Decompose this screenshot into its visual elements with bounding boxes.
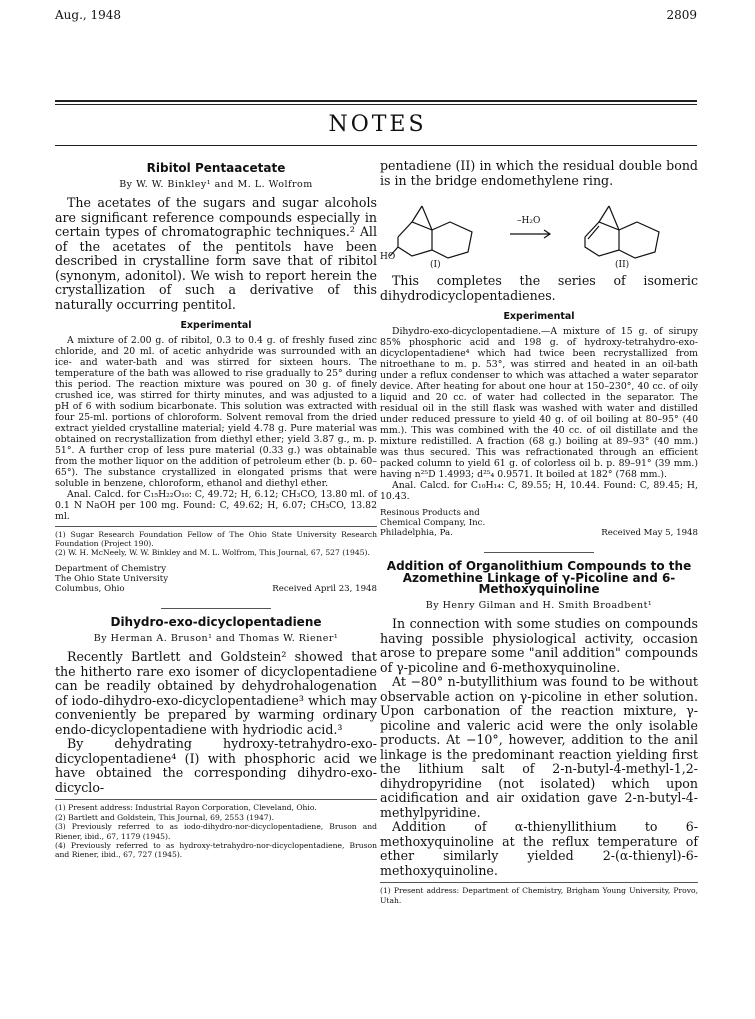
dcpd-received: Received May 5, 1948	[601, 527, 698, 538]
right-column	[380, 155, 698, 905]
compound-2-label: (II)	[615, 260, 630, 270]
dcpd-intro: Recently Bartlett and Goldstein² showed that the hitherto rare exo isomer of dicyclopentadiene can be readily obtained by dehydrohalogenation of iodo-dihydro-exo-dicyclopentadiene³ which may conveniently be prepared by warming ordinary endo-dicyclopentadiene with hydriodic acid.³	[55, 649, 377, 737]
dcpd-address	[380, 508, 698, 539]
dcpd-experimental-text: Dihydro-exo-dicyclopentadiene.—A mixture of 15 g. of sirupy 85% phosphoric acid and 198 g. of hydroxy-tetrahydro-exo-dicyclopentadiene⁴ which had twice been recrystallized from nitroethane to m. p. 53°, was stirred and heated in an oil-bath under a reflux condenser to which was attached a water separator device. After heating for about one hour at 150–230°, 40 cc. of oily liquid and 20 cc. of water had collected in the separator. The residual oil in the still flask was washed with water and distilled under reduced pressure to yield 40 g. of oil boiling at 80–95° (40 mm.). This was combined with the 40 cc. of oil distillate and the mixture redistilled. A fraction (68 g.) boiling at 89–93° (40 mm.) was thus secured. This was refractionated through an efficient packed column to yield 61 g. of colorless oil b. p. 89–91° (39 mm.) having n²⁵D 1.4993; d²⁵₄ 0.9571. It boiled at 182° (768 mm.).	[380, 325, 698, 480]
organolithium-byline: By Henry Gilman and H. Smith Broadbent¹	[425, 599, 653, 611]
ribitol-footnote-2: (2) W. H. McNeely, W. W. Binkley and M. L. Wolfrom, This Journal, 67, 527 (1945).	[55, 548, 370, 558]
top-rule	[55, 100, 697, 102]
section-title: NOTES	[328, 112, 427, 137]
ribitol-experimental-heading: Experimental	[180, 320, 252, 331]
reagent-label: –H₂O	[517, 216, 541, 226]
organolithium-para3: Addition of α-thienyllithium to 6-methoxyquinoline at the reflux temperature of ether similarly yielded 2-(α-thienyl)-6-methoxyquinoline.	[380, 819, 698, 878]
organolithium-title: Addition of Organolithium Compounds to the Azomethine Linkage of γ-Picoline and 6-Methoxyquinoline	[386, 559, 692, 597]
compound-1-label: (I)	[430, 260, 441, 270]
address-line: Resinous Products and	[380, 507, 480, 518]
ribitol-intro: The acetates of the sugars and sugar alcohols are significant reference compounds especially in certain types of chromatographic techniques.² All of the acetates of the pentitols have been described in crystalline form save that of ribitol (synonym, adonitol). We wish to report herein the crystallization of such a derivative of this naturally occurring pentitol.	[55, 195, 377, 312]
hydroxy-label: HO	[380, 252, 396, 262]
ribitol-footnote-1: (1) Sugar Research Foundation Fellow of The Ohio State University Research Foundation (Project 190).	[55, 529, 377, 548]
dcpd-completes: This completes the series of isomeric dihydrodicyclopentadienes.	[380, 273, 698, 303]
dcpd-analysis: Anal. Calcd. for C₁₀H₁₄: C, 89.55; H, 10.44. Found: C, 89.45; H, 10.43.	[380, 479, 698, 502]
address-line: Columbus, Ohio	[55, 584, 125, 595]
address-line: Chemical Company, Inc.	[380, 517, 486, 528]
organolithium-para1: In connection with some studies on compounds having possible physiological activity, occasion arose to prepare some "anil addition" compounds of γ-picoline and 6-methoxyquinoline.	[380, 616, 698, 675]
dcpd-byline: By Herman A. Bruson¹ and Thomas W. Riener¹	[93, 632, 339, 644]
ribitol-analysis: Anal. Calcd. for C₁₅H₂₂O₁₀: C, 49.72; H, 6.12; CH₃CO, 13.80 ml. of 0.1 N NaOH per 100 mg. Found: C, 49.62; H, 6.07; CH₃CO, 13.82 ml.	[55, 488, 377, 522]
ribitol-title: Ribitol Pentaacetate	[146, 161, 286, 175]
ribitol-address	[55, 564, 377, 595]
header-date: Aug., 1948	[55, 8, 122, 22]
dcpd-footnote-4: (4) Previously referred to as hydroxy-tetrahydro-nor-dicyclopentadiene, Bruson and Riener, ibid., 67, 727 (1945).	[55, 840, 377, 860]
dcpd-para2: By dehydrating hydroxy-tetrahydro-exo-dicyclopentadiene⁴ (I) with phosphoric acid we have obtained the corresponding dihydro-exo-dicyclo-	[55, 736, 377, 795]
dcpd-footnote-3: (3) Previously referred to as iodo-dihydro-nor-dicyclopentadiene, Bruson and Riener, ibid., 67, 1179 (1945).	[55, 822, 377, 841]
top-rule-thin	[55, 104, 697, 105]
ribitol-received: Received April 23, 1948	[272, 584, 377, 595]
page-number: 2809	[666, 8, 697, 22]
organolithium-para2: At −80° n-butyllithium was found to be without observable action on γ-picoline in ether solution. Upon carbonation of the reaction mixture, γ-picoline and valeric acid were the only isolable products. At −10°, however, addition to the anil linkage is the predominant reaction yielding first the lithium salt of 2-n-butyl-4-methyl-1,2-dihydropyridine (not isolated) which upon acidification and air oxidation gave 2-n-butyl-4-methylpyridine.	[380, 674, 698, 820]
organolithium-footnote-1: (1) Present address: Department of Chemistry, Brigham Young University, Provo, Utah.	[380, 886, 698, 905]
footnote-rule	[55, 526, 377, 527]
article-separator	[161, 608, 271, 609]
section-rule	[55, 145, 697, 146]
dcpd-footnote-2: (2) Bartlett and Goldstein, This Journal, 69, 2553 (1947).	[55, 812, 275, 822]
footnote-rule	[380, 882, 698, 883]
reaction-scheme	[380, 192, 698, 272]
running-header	[55, 8, 697, 24]
address-line: Philadelphia, Pa.	[380, 527, 453, 538]
footnote-rule	[55, 799, 377, 800]
ribitol-experimental-text: A mixture of 2.00 g. of ribitol, 0.3 to 0.4 g. of freshly fused zinc chloride, and 20 ml. of acetic anhydride was surrounded with an ice- and water-bath and was stirred for sixteen hours. The temperature of the bath was allowed to rise gradually to 25° during this period. The reaction mixture was poured on 30 g. of finely crushed ice, was stirred for thirty minutes, and was adjusted to a pH of 6 with sodium bicarbonate. This solution was extracted with four 25-ml. portions of chloroform. Solvent removal from the dried extract yielded crystalline material; yield 4.78 g. Pure material was obtained on recrystallization from diethyl ether; yield 3.87 g., m. p. 51°. A further crop of less pure material (0.33 g.) was obtainable from the mother liquor on the addition of petroleum ether (b. p. 60–65°). The substance crystallized in elongated prisms that were soluble in benzene, chloroform, ethanol and diethyl ether.	[55, 334, 377, 489]
article-separator	[484, 552, 594, 553]
left-column	[55, 155, 377, 860]
address-line: Department of Chemistry	[55, 563, 167, 574]
address-line: The Ohio State University	[55, 573, 169, 584]
structure-diagram	[380, 192, 698, 272]
dcpd-title: Dihydro-exo-dicyclopentadiene	[110, 615, 322, 630]
dcpd-continuation: pentadiene (II) in which the residual double bond is in the bridge endomethylene ring.	[380, 158, 698, 188]
dcpd-experimental-heading: Experimental	[503, 311, 575, 322]
dcpd-footnote-1: (1) Present address: Industrial Rayon Corporation, Cleveland, Ohio.	[55, 803, 317, 813]
ribitol-byline: By W. W. Binkley¹ and M. L. Wolfrom	[119, 178, 313, 190]
